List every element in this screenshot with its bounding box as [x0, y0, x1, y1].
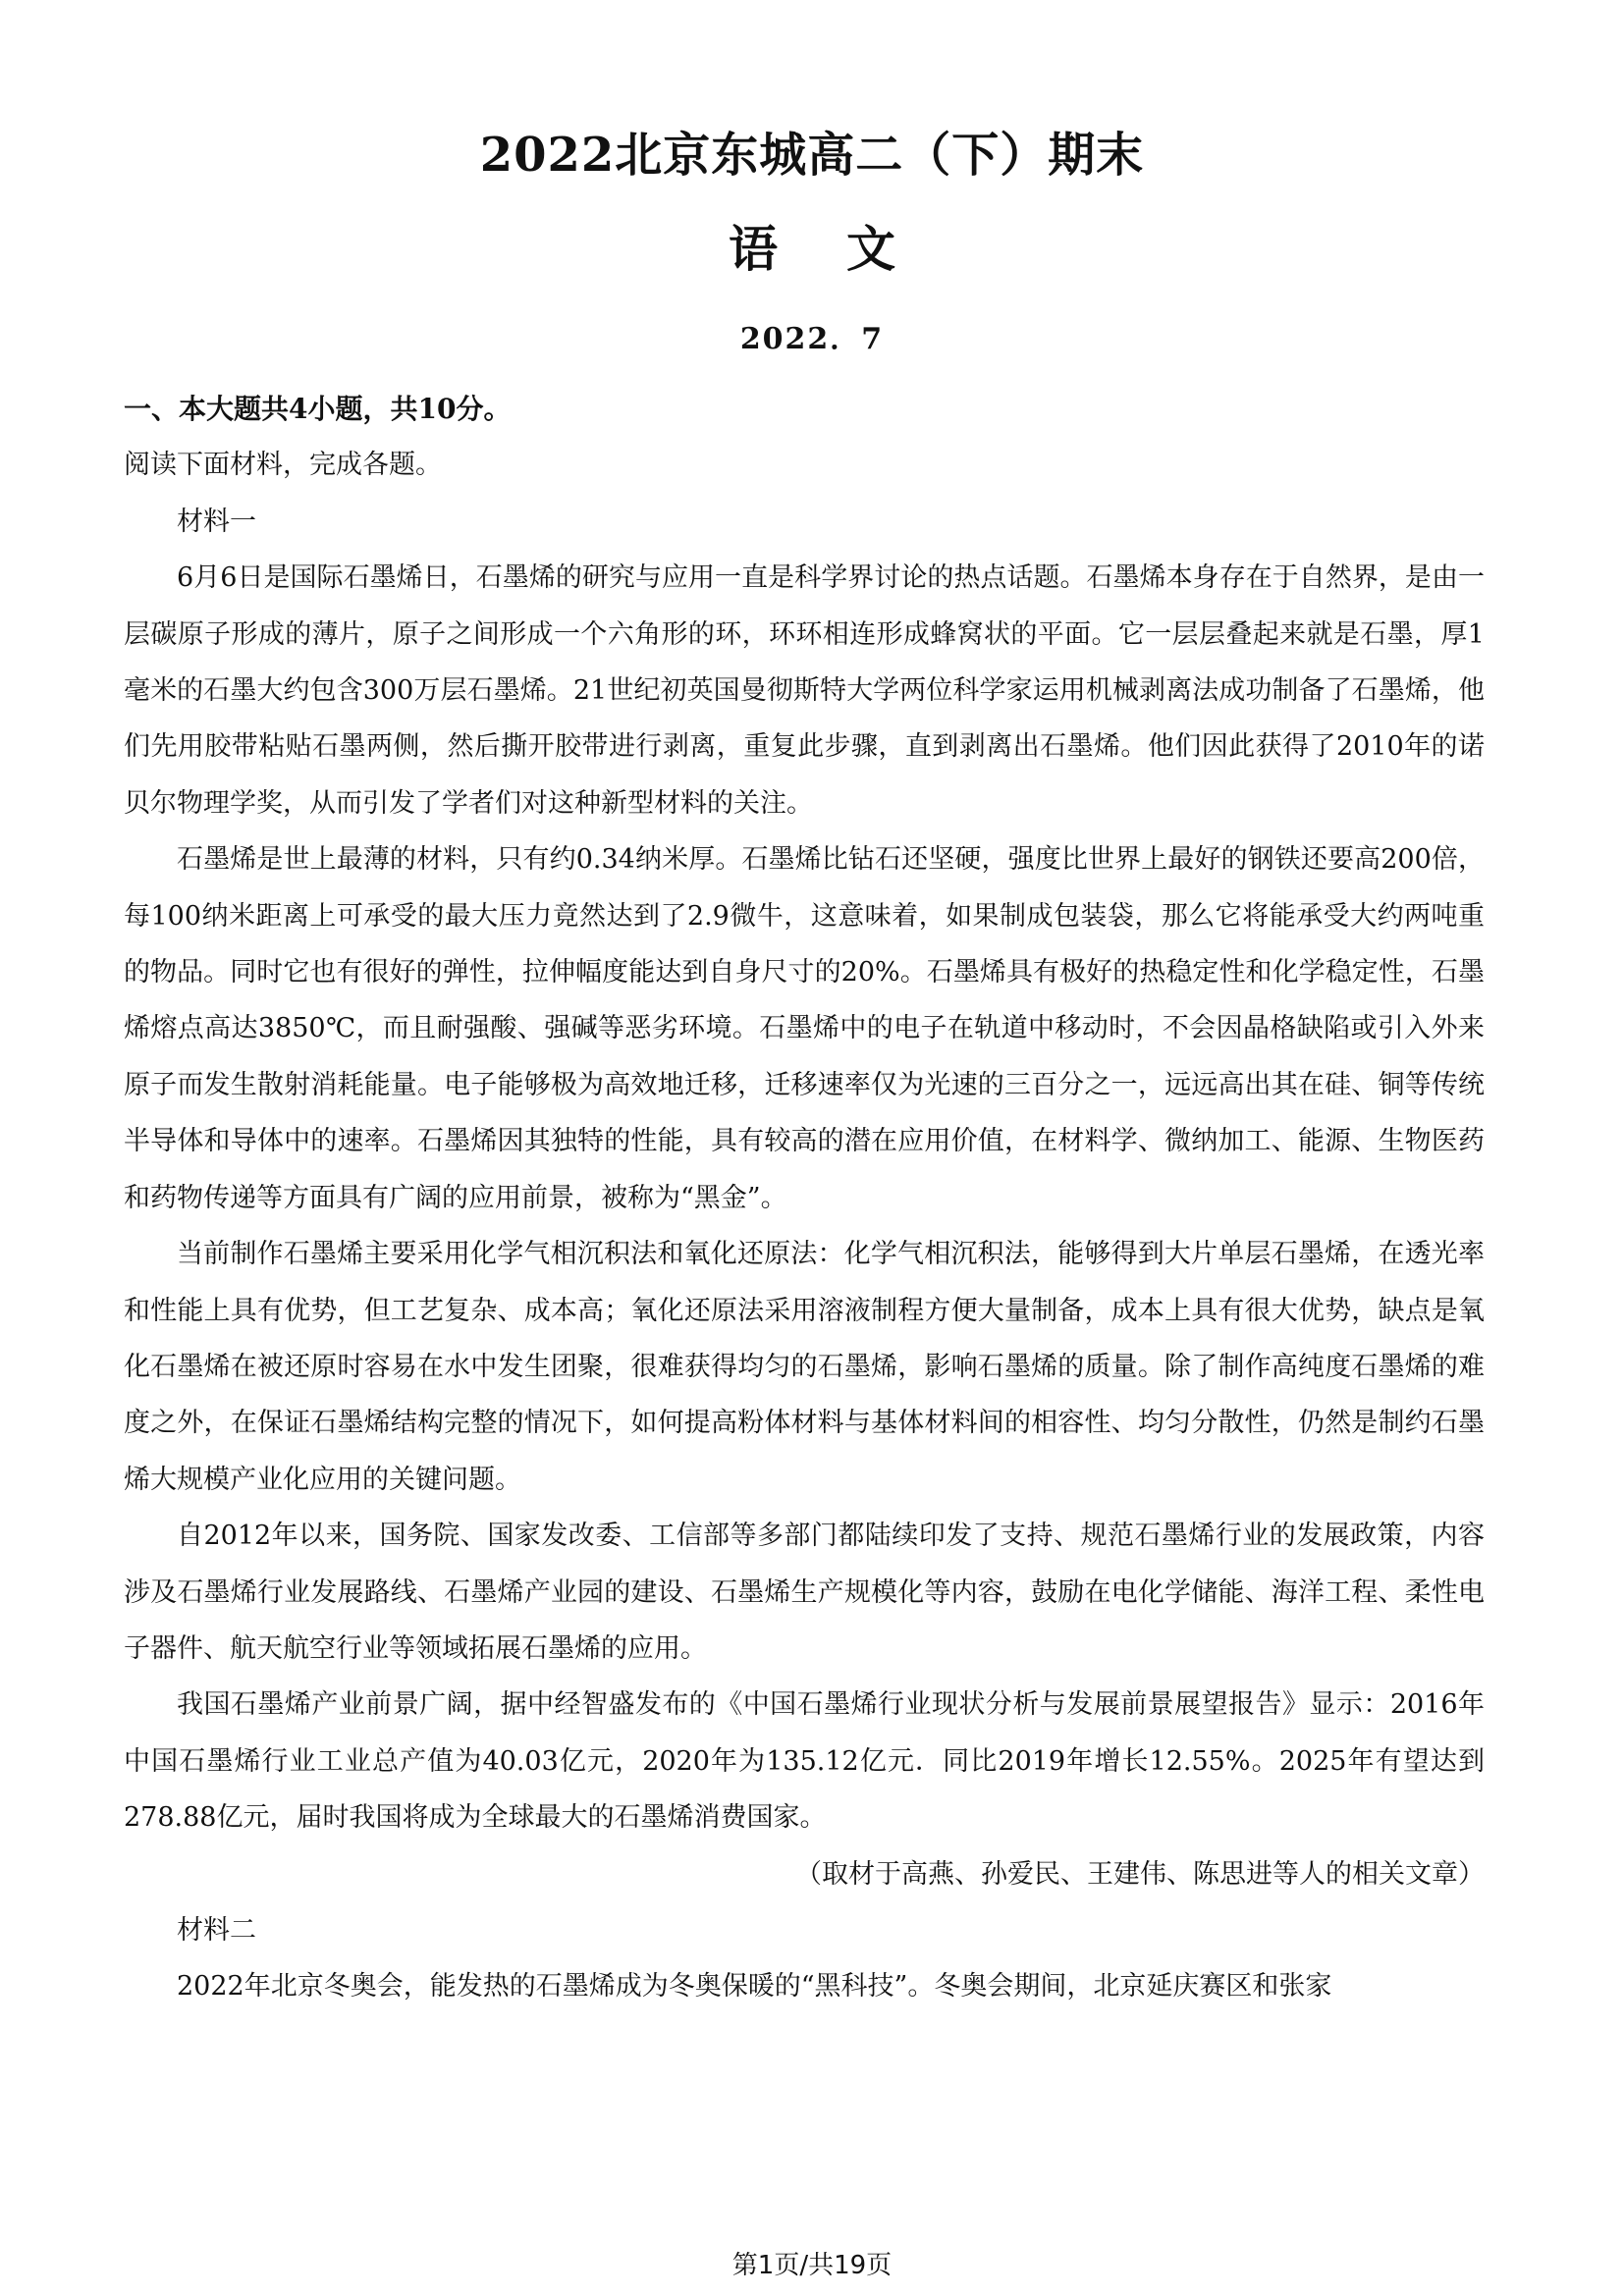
material1-paragraph-1: 6月6日是国际石墨烯日，石墨烯的研究与应用一直是科学界讨论的热点话题。石墨烯本身存在于自然界，是由一层碳原子形成的薄片，原子之间形成一个六角形的环，环环相连形成蜂窝状的平面。它一层层叠起来就是石墨，厚1毫米的石墨大约包含300万层石墨烯。21世纪初英国曼彻斯特大学两位科学家运用机械剥离法成功制备了石墨烯，他们先用胶带粘贴石墨两侧，然后撕开胶带进行剥离，重复此步骤，直到剥离出石墨烯。他们因此获得了2010年的诺贝尔物理学奖，从而引发了学者们对这种新型材料的关注。: [124, 562, 1485, 819]
material1-source: （取材于高燕、孙爱民、王建伟、陈思进等人的相关文章）: [795, 1858, 1485, 1890]
page-footer: 第1页/共19页: [731, 2251, 893, 2280]
document-content: [124, 381, 1485, 2015]
instruction-text: 阅读下面材料，完成各题。: [124, 450, 442, 481]
section-heading: 一、本大题共4小题，共10分。: [124, 393, 512, 425]
document-date: 2022．7: [739, 322, 885, 356]
material1-label: 材料一: [177, 506, 256, 537]
document-subject: 语文: [729, 220, 964, 278]
document-title: 2022北京东城高二（下）期末: [479, 128, 1145, 183]
material2-label: 材料二: [177, 1914, 256, 1946]
material2-paragraph-1: 2022年北京冬奥会，能发热的石墨烯成为冬奥保暖的“黑科技”。冬奥会期间，北京延庆赛区和张家: [177, 1971, 1332, 2002]
material1-paragraph-2: 石墨烯是世上最薄的材料，只有约0.34纳米厚。石墨烯比钻石还坚硬，强度比世界上最好的钢铁还要高200倍，每100纳米距离上可承受的最大压力竟然达到了2.9微牛，这意味着，如果制成包装袋，那么它将能承受大约两吨重的物品。同时它也有很好的弹性，拉伸幅度能达到自身尺寸的20%。石墨烯具有极好的热稳定性和化学稳定性，石墨烯熔点高达3850℃，而且耐强酸、强碱等恶劣环境。石墨烯中的电子在轨道中移动时，不会因晶格缺陷或引入外来原子而发生散射消耗能量。电子能够极为高效地迁移，迁移速率仅为光速的三百分之一，远远高出其在硅、铜等传统半导体和导体中的速率。石墨烯因其独特的性能，具有较高的潜在应用价值，在材料学、微纳加工、能源、生物医药和药物传递等方面具有广阔的应用前景，被称为“黑金”。: [124, 844, 1485, 1213]
material1-paragraph-3: 当前制作石墨烯主要采用化学气相沉积法和氧化还原法：化学气相沉积法，能够得到大片单层石墨烯，在透光率和性能上具有优势，但工艺复杂、成本高；氧化还原法采用溶液制程方便大量制备，成本上具有很大优势，缺点是氧化石墨烯在被还原时容易在水中发生团聚，很难获得均匀的石墨烯，影响石墨烯的质量。除了制作高纯度石墨烯的难度之外，在保证石墨烯结构完整的情况下，如何提高粉体材料与基体材料间的相容性、均匀分散性，仍然是制约石墨烯大规模产业化应用的关键问题。: [124, 1239, 1485, 1495]
material1-paragraph-4: 自2012年以来，国务院、国家发改委、工信部等多部门都陆续印发了支持、规范石墨烯行业的发展政策，内容涉及石墨烯行业发展路线、石墨烯产业园的建设、石墨烯生产规模化等内容，鼓励在电化学储能、海洋工程、柔性电子器件、航天航空行业等领域拓展石墨烯的应用。: [124, 1521, 1485, 1664]
material1-paragraph-5: 我国石墨烯产业前景广阔，据中经智盛发布的《中国石墨烯行业现状分析与发展前景展望报告》显示：2016年中国石墨烯行业工业总产值为40.03亿元，2020年为135.12亿元．同比2019年增长12.55%。2025年有望达到278.88亿元，届时我国将成为全球最大的石墨烯消费国家。: [124, 1689, 1485, 1834]
